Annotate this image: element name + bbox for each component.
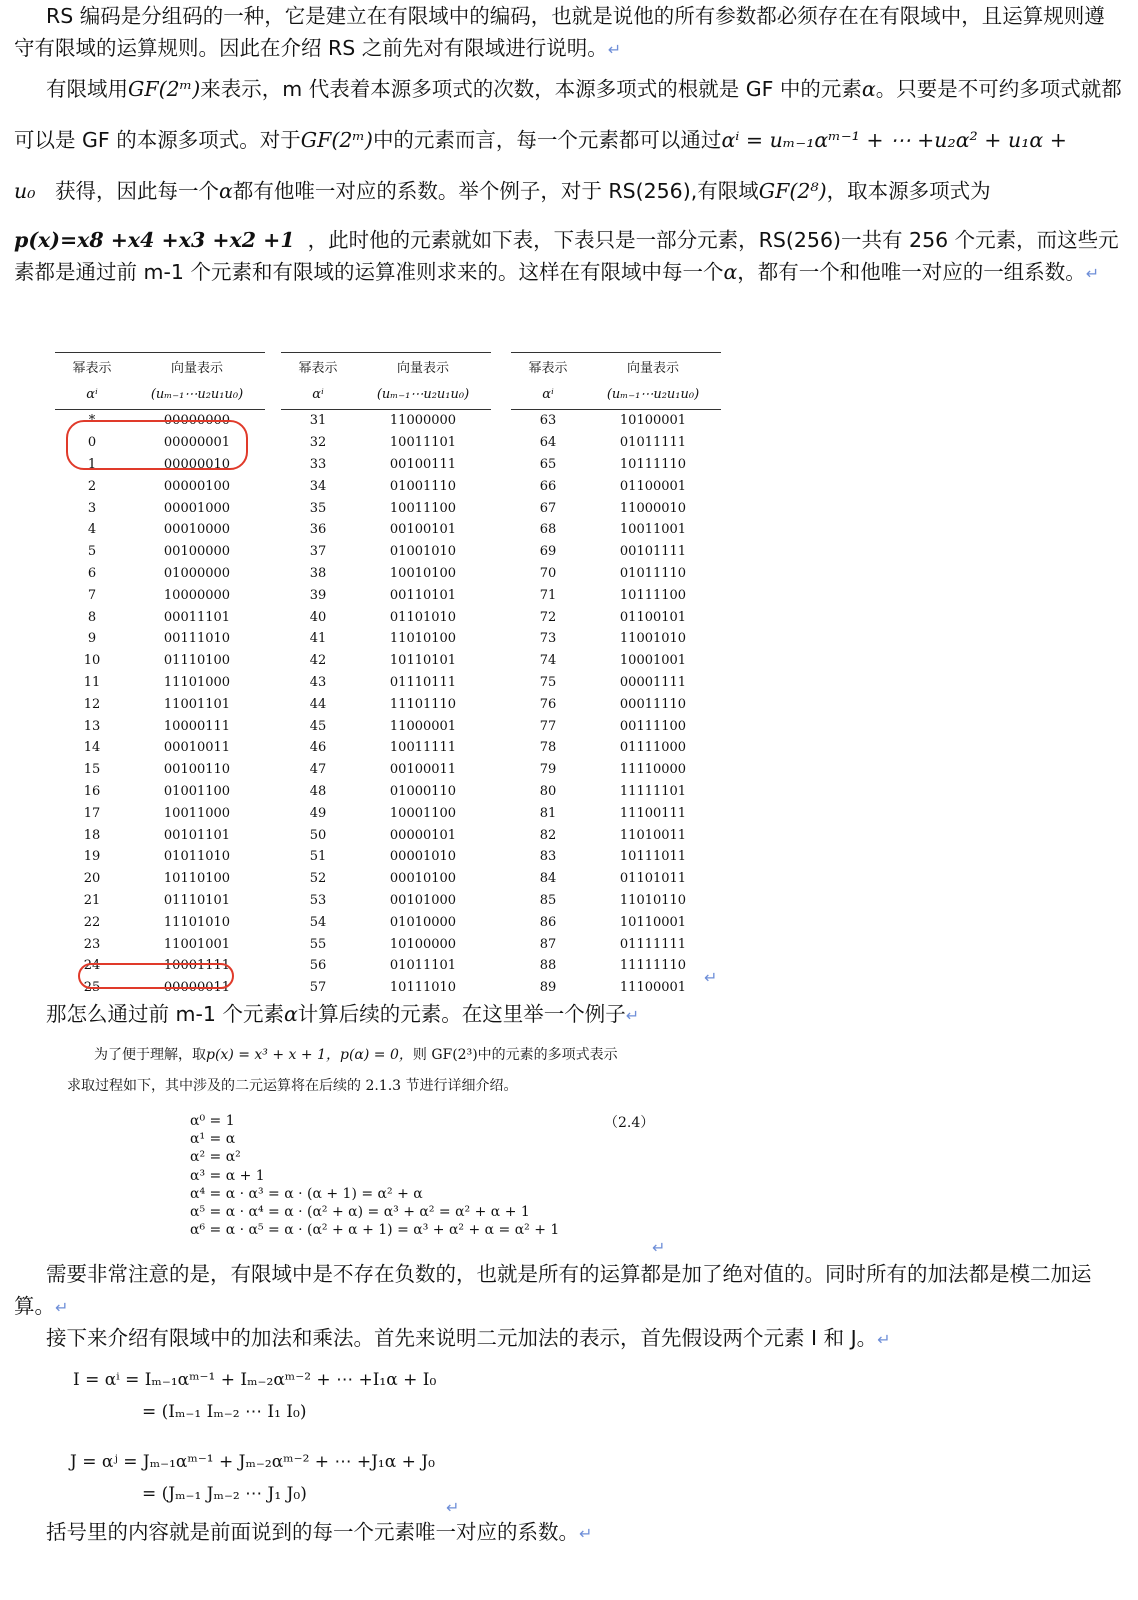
- table-row: [511, 759, 721, 781]
- power-cell: 86: [539, 914, 557, 930]
- power-cell: 19: [83, 849, 101, 865]
- power-cell: 16: [83, 783, 101, 799]
- primitive-polynomial: p(x)=x8 +x4 +x3 +x2 +1: [14, 228, 295, 252]
- table-row: [55, 672, 265, 694]
- table-row: [281, 955, 491, 977]
- vector-cell: 01100101: [619, 609, 687, 625]
- power-cell: 48: [309, 783, 327, 799]
- power-cell: 55: [309, 936, 327, 952]
- table-row: [511, 475, 721, 497]
- table-row: [281, 606, 491, 628]
- vector-cell: 11001010: [619, 631, 687, 647]
- vector-cell: 00100011: [389, 762, 457, 778]
- vector-cell: 00000000: [163, 413, 231, 429]
- table-row: [281, 846, 491, 868]
- table-row: [281, 977, 491, 999]
- gf-table-1: 幂表示 向量表示 αⁱ (uₘ₋₁⋯u₂u₁u₀) * 00000000 0 00000001 1 00000010 2 00000100 3 00001000 4 00010000 5 00100000 6 01000000 7 10000000 8 00011101 9 00111010 10 01110100 11 11101000 12 11001101 13 10000111 14 00010011 15 00100110 16 01001100 17 10011000 18 00101101 19 01011010 20 10110100 21 01110101 22 11101010 23 11001001 24 10001111 25 00000011: [55, 352, 265, 999]
- power-cell: 56: [309, 958, 327, 974]
- table-row: [281, 628, 491, 650]
- return-mark: ↵: [607, 40, 622, 59]
- table-row: [511, 781, 721, 803]
- table-row: [281, 541, 491, 563]
- table-row: [511, 432, 721, 454]
- power-cell: 74: [539, 653, 557, 669]
- table-row: [281, 432, 491, 454]
- table-row: [55, 868, 265, 890]
- power-cell: 68: [539, 522, 557, 538]
- table-row: [55, 650, 265, 672]
- power-cell: 21: [83, 892, 101, 908]
- vector-cell: 11000000: [389, 413, 457, 429]
- power-cell: 87: [539, 936, 557, 952]
- vector-cell: 11111110: [619, 958, 687, 974]
- vector-cell: 00001010: [389, 849, 457, 865]
- power-cell: 37: [309, 544, 327, 560]
- primitive-poly-paragraph: p(x)=x8 +x4 +x3 +x2 +1 ，此时他的元素就如下表，下表只是一部分元素，RS(256)一共有 256 个元素，而这些元素都是通过前 m-1 个元素和有限域的运算准则求来的。这样在有限域中每一个α，都有一个和他唯一对应的一组系数。↵: [14, 228, 1119, 284]
- table-row: [511, 890, 721, 912]
- power-cell: 82: [539, 827, 557, 843]
- equation-block: [190, 1112, 559, 1239]
- power-cell: 10: [83, 653, 101, 669]
- highlight-oval-25: [78, 963, 234, 989]
- vector-cell: 10000111: [163, 718, 231, 734]
- power-cell: 0: [87, 435, 97, 451]
- vector-cell: 00010000: [163, 522, 231, 538]
- vector-cell: 01110111: [389, 674, 457, 690]
- table-row: [511, 846, 721, 868]
- power-cell: 75: [539, 674, 557, 690]
- power-cell: 81: [539, 805, 557, 821]
- power-cell: 44: [309, 696, 327, 712]
- power-cell: 45: [309, 718, 327, 734]
- power-cell: 25: [83, 980, 101, 996]
- table-row: [55, 802, 265, 824]
- table-row: [281, 868, 491, 890]
- power-cell: 8: [87, 609, 97, 625]
- power-cell: 42: [309, 653, 327, 669]
- power-cell: 36: [309, 522, 327, 538]
- table-row: [55, 781, 265, 803]
- vector-cell: 10110001: [619, 914, 687, 930]
- power-cell: 13: [83, 718, 101, 734]
- equation-line: α⁵ = α · α⁴ = α · (α² + α) = α³ + α² = α² + α + 1: [190, 1204, 530, 1221]
- equation-line: α⁴ = α · α³ = α · (α + 1) = α² + α: [190, 1185, 423, 1202]
- power-cell: 20: [83, 871, 101, 887]
- table-row: [55, 563, 265, 585]
- table-row: [55, 824, 265, 846]
- vector-cell: 11001101: [163, 696, 231, 712]
- table-row: [55, 628, 265, 650]
- vector-cell: 11000001: [389, 718, 457, 734]
- power-cell: 6: [87, 565, 97, 581]
- table-row: [511, 802, 721, 824]
- power-cell: 43: [309, 674, 327, 690]
- vector-cell: 10011111: [389, 740, 457, 756]
- vector-cell: 01001100: [163, 783, 231, 799]
- table-row: [281, 410, 491, 432]
- table-row: [511, 519, 721, 541]
- table-row: [511, 541, 721, 563]
- gf-table-2: 幂表示 向量表示 αⁱ (uₘ₋₁⋯u₂u₁u₀) 31 11000000 32 10011101 33 00100111 34 01001110 35 10011100 36 00100101 37 01001010 38 10010100 39 00110101 40 01101010 41 11010100 42 10110101 43 01110111 44 11101110 45 11000001 46 10011111 47 00100011 48 01000110 49 10001100 50 00000101 51 00001010 52 00010100 53 00101000 54 01010000 55 10100000 56 01011101 57 10111010: [281, 352, 491, 999]
- vector-cell: 01110100: [163, 653, 231, 669]
- table-row: [281, 824, 491, 846]
- power-cell: 47: [309, 762, 327, 778]
- table-row: [55, 584, 265, 606]
- table-row: [281, 475, 491, 497]
- vector-cell: 00100101: [389, 522, 457, 538]
- finite-field-paragraph: 有限域用GF(2ᵐ)来表示，m 代表着本源多项式的次数，本源多项式的根就是 GF 中的元素α。只要是不可约多项式就都可以是 GF 的本源多项式。对于GF(2ᵐ)中的元素而言，每一个元素都可以通过αⁱ = uₘ₋₁αᵐ⁻¹ + ⋯ +u₂α² + u₁α + u₀ 获得，因此每一个α都有他唯一对应的系数。举个例子，对于 RS(256),有限域GF(2⁸)，取本源多项式为: [14, 77, 1122, 203]
- power-cell: 66: [539, 478, 557, 494]
- vector-cell: 11111101: [619, 783, 687, 799]
- vector-cell: 10001100: [389, 805, 457, 821]
- vector-cell: 00110101: [389, 587, 457, 603]
- vector-cell: 00010100: [389, 871, 457, 887]
- equation-line: α⁶ = α · α⁵ = α · (α² + α + 1) = α³ + α² + α = α² + 1: [190, 1222, 560, 1239]
- power-cell: 79: [539, 762, 557, 778]
- power-cell: 78: [539, 740, 557, 756]
- vector-cell: 00001000: [163, 500, 231, 516]
- vector-cell: 00111100: [619, 718, 687, 734]
- power-cell: 12: [83, 696, 101, 712]
- vector-cell: 10111010: [389, 980, 457, 996]
- table-row: [281, 890, 491, 912]
- power-cell: 33: [309, 456, 327, 472]
- vector-cell: 00111010: [163, 631, 231, 647]
- table-row: [281, 693, 491, 715]
- vector-cell: 10111011: [619, 849, 687, 865]
- table-row: [511, 868, 721, 890]
- equation-I-vector: = (Iₘ₋₁ Iₘ₋₂ ⋯ I₁ I₀): [142, 1402, 307, 1422]
- power-cell: 49: [309, 805, 327, 821]
- vector-cell: 10010100: [389, 565, 457, 581]
- vector-cell: 10111110: [619, 456, 687, 472]
- table-row: [511, 715, 721, 737]
- table-row: [281, 781, 491, 803]
- vector-cell: 11100001: [619, 980, 687, 996]
- example-intro-paragraph: 那怎么通过前 m-1 个元素α计算后续的元素。在这里举一个例子↵: [46, 1002, 640, 1026]
- table-row: [55, 606, 265, 628]
- power-cell: 84: [539, 871, 557, 887]
- table-row: [511, 737, 721, 759]
- table-row: [511, 911, 721, 933]
- power-cell: 9: [87, 631, 97, 647]
- vector-cell: 00000011: [163, 980, 231, 996]
- vector-cell: 10110100: [163, 871, 231, 887]
- vector-cell: 11110000: [619, 762, 687, 778]
- equation-line: α⁰ = 1: [190, 1113, 235, 1129]
- power-cell: 50: [309, 827, 327, 843]
- table-row: [55, 541, 265, 563]
- vector-cell: 00001111: [619, 674, 687, 690]
- vector-cell: 11101000: [163, 674, 231, 690]
- table-row: [511, 410, 721, 432]
- vector-cell: 11101110: [389, 696, 457, 712]
- vector-cell: 00101000: [389, 892, 457, 908]
- vector-cell: 11101010: [163, 914, 231, 930]
- table-row: [281, 497, 491, 519]
- vector-cell: 01111111: [619, 936, 687, 952]
- vector-cell: 01001110: [389, 478, 457, 494]
- table-row: [511, 628, 721, 650]
- vector-cell: 10111100: [619, 587, 687, 603]
- vector-cell: 01100001: [619, 478, 687, 494]
- vector-cell: 00000010: [163, 456, 231, 472]
- vector-cell: 01111000: [619, 740, 687, 756]
- table-row: [55, 737, 265, 759]
- vector-cell: 01001010: [389, 544, 457, 560]
- table-row: [281, 672, 491, 694]
- power-cell: 73: [539, 631, 557, 647]
- table-row: [511, 933, 721, 955]
- vector-cell: 00101101: [163, 827, 231, 843]
- table-row: [281, 715, 491, 737]
- table-row: [511, 672, 721, 694]
- table-row: [511, 977, 721, 999]
- vector-cell: 11000010: [619, 500, 687, 516]
- power-cell: 7: [87, 587, 97, 603]
- table-row: [55, 890, 265, 912]
- vector-cell: 01000110: [389, 783, 457, 799]
- vector-cell: 11100111: [619, 805, 687, 821]
- power-cell: 32: [309, 435, 327, 451]
- power-cell: 67: [539, 500, 557, 516]
- power-cell: 34: [309, 478, 327, 494]
- vector-cell: 11010011: [619, 827, 687, 843]
- power-cell: 51: [309, 849, 327, 865]
- power-cell: 80: [539, 783, 557, 799]
- power-cell: 89: [539, 980, 557, 996]
- vector-cell: 01011010: [163, 849, 231, 865]
- equation-J-vector: = (Jₘ₋₁ Jₘ₋₂ ⋯ J₁ J₀): [142, 1484, 307, 1504]
- power-cell: 69: [539, 544, 557, 560]
- vector-cell: 11010110: [619, 892, 687, 908]
- power-cell: 85: [539, 892, 557, 908]
- table-row: [511, 606, 721, 628]
- power-cell: 14: [83, 740, 101, 756]
- power-cell: 4: [87, 522, 97, 538]
- vector-cell: 11010100: [389, 631, 457, 647]
- power-cell: 31: [309, 413, 327, 429]
- table-row: [55, 475, 265, 497]
- power-cell: 46: [309, 740, 327, 756]
- equation-number: （2.4）: [604, 1115, 655, 1131]
- power-cell: *: [88, 413, 96, 429]
- closing-paragraph: 括号里的内容就是前面说到的每一个元素唯一对应的系数。↵: [46, 1520, 593, 1544]
- power-cell: 38: [309, 565, 327, 581]
- power-cell: 54: [309, 914, 327, 930]
- vector-cell: 01011101: [389, 958, 457, 974]
- vector-cell: 00011110: [619, 696, 687, 712]
- power-cell: 70: [539, 565, 557, 581]
- power-cell: 15: [83, 762, 101, 778]
- vector-cell: 00100000: [163, 544, 231, 560]
- power-cell: 53: [309, 892, 327, 908]
- power-cell: 3: [87, 500, 97, 516]
- power-cell: 17: [83, 805, 101, 821]
- power-cell: 64: [539, 435, 557, 451]
- table-row: [511, 650, 721, 672]
- vector-cell: 00000101: [389, 827, 457, 843]
- gf-table-3: 幂表示 向量表示 αⁱ (uₘ₋₁⋯u₂u₁u₀) 63 10100001 64 01011111 65 10111110 66 01100001 67 11000010 68 10011001 69 00101111 70 01011110 71 10111100 72 01100101 73 11001010 74 10001001 75 00001111 76 00011110 77 00111100 78 01111000 79 11110000 80 11111101 81 11100111 82 11010011 83 10111011 84 01101011 85 11010110 86 10110001 87 01111111 88 11111110 89 11100001: [511, 352, 721, 999]
- table-row: [511, 955, 721, 977]
- power-cell: 24: [83, 958, 101, 974]
- vector-cell: 01101011: [619, 871, 687, 887]
- table-row: [511, 824, 721, 846]
- power-cell: 71: [539, 587, 557, 603]
- power-cell: 83: [539, 849, 557, 865]
- table-row: [511, 693, 721, 715]
- power-cell: 22: [83, 914, 101, 930]
- power-cell: 88: [539, 958, 557, 974]
- table-row: [281, 933, 491, 955]
- vector-cell: 10001001: [619, 653, 687, 669]
- equation-J-expansion: J = αʲ = Jₘ₋₁αᵐ⁻¹ + Jₘ₋₂αᵐ⁻² + ⋯ +J₁α + J₀: [70, 1452, 435, 1472]
- vector-cell: 01110101: [163, 892, 231, 908]
- addition-intro-paragraph: 接下来介绍有限域中的加法和乘法。首先来说明二元加法的表示，首先假设两个元素 I 和 J。↵: [46, 1326, 891, 1350]
- table-row: [281, 584, 491, 606]
- element-expression: αⁱ = uₘ₋₁αᵐ⁻¹ + ⋯ +u₂α² +: [721, 128, 1002, 152]
- vector-cell: 10011000: [163, 805, 231, 821]
- vector-cell: 10100000: [389, 936, 457, 952]
- table-row: [55, 715, 265, 737]
- vector-cell: 10000000: [163, 587, 231, 603]
- power-cell: 76: [539, 696, 557, 712]
- power-cell: 63: [539, 413, 557, 429]
- vector-cell: 01011111: [619, 435, 687, 451]
- vector-cell: 01000000: [163, 565, 231, 581]
- table-row: [281, 650, 491, 672]
- table-row: [55, 497, 265, 519]
- power-cell: 2: [87, 478, 97, 494]
- note-paragraph: 需要非常注意的是，有限域中是不存在负数的，也就是所有的运算都是加了绝对值的。同时所有的加法都是模二加运算。↵: [14, 1262, 1092, 1318]
- vector-cell: 00100110: [163, 762, 231, 778]
- equation-line: α¹ = α: [190, 1131, 236, 1148]
- power-cell: 72: [539, 609, 557, 625]
- power-cell: 65: [539, 456, 557, 472]
- table-row: [511, 454, 721, 476]
- table-row: [511, 563, 721, 585]
- vector-cell: 11001001: [163, 936, 231, 952]
- table-row: [511, 497, 721, 519]
- vector-cell: 01101010: [389, 609, 457, 625]
- example-caption-line2: 求取过程如下，其中涉及的二元运算将在后续的 2.1.3 节进行详细介绍。: [67, 1078, 518, 1094]
- power-cell: 18: [83, 827, 101, 843]
- vector-cell: 10001111: [163, 958, 231, 974]
- table-row: [55, 519, 265, 541]
- table-row: [281, 737, 491, 759]
- table-row: [511, 584, 721, 606]
- table-row: [55, 693, 265, 715]
- vector-cell: 10011100: [389, 500, 457, 516]
- vector-cell: 01010000: [389, 914, 457, 930]
- power-cell: 35: [309, 500, 327, 516]
- power-cell: 11: [83, 674, 101, 690]
- vector-cell: 10011001: [619, 522, 687, 538]
- gf-notation: GF(2ᵐ): [128, 77, 201, 101]
- table-row: [55, 911, 265, 933]
- intro-paragraph: RS 编码是分组码的一种，它是建立在有限域中的编码，也就是说他的所有参数都必须存在在有限域中，且运算规则遵守有限域的运算规则。因此在介绍 RS 之前先对有限域进行说明。↵: [14, 4, 1105, 60]
- power-cell: 5: [87, 544, 97, 560]
- table-row: [55, 846, 265, 868]
- equation-I-expansion: I = αⁱ = Iₘ₋₁αᵐ⁻¹ + Iₘ₋₂αᵐ⁻² + ⋯ +I₁α + I₀: [73, 1370, 437, 1390]
- power-cell: 57: [309, 980, 327, 996]
- power-cell: 40: [309, 609, 327, 625]
- vector-cell: 00010011: [163, 740, 231, 756]
- vector-cell: 10110101: [389, 653, 457, 669]
- equation-line: α³ = α + 1: [190, 1167, 265, 1184]
- power-cell: 77: [539, 718, 557, 734]
- vector-cell: 00011101: [163, 609, 231, 625]
- vector-cell: 00000001: [163, 435, 231, 451]
- highlight-oval-0-1: [66, 420, 248, 470]
- table-row: [281, 802, 491, 824]
- power-cell: 39: [309, 587, 327, 603]
- table-row: [281, 454, 491, 476]
- vector-cell: 00000100: [163, 478, 231, 494]
- power-cell: 23: [83, 936, 101, 952]
- table-row: [55, 759, 265, 781]
- vector-cell: 10100001: [619, 413, 687, 429]
- power-cell: 52: [309, 871, 327, 887]
- equation-line: α² = α²: [190, 1149, 241, 1166]
- table-row: [281, 563, 491, 585]
- example-caption-line1: 为了便于理解，取p(x) = x³ + x + 1，p(α) = 0，则 GF(2³)中的元素的多项式表示: [94, 1047, 618, 1063]
- power-cell: 1: [87, 456, 97, 472]
- vector-cell: 10011101: [389, 435, 457, 451]
- power-cell: 41: [309, 631, 327, 647]
- table-row: [55, 933, 265, 955]
- table-row: [281, 911, 491, 933]
- vector-cell: 00100111: [389, 456, 457, 472]
- table-row: [281, 759, 491, 781]
- vector-cell: 01011110: [619, 565, 687, 581]
- table-row: [281, 519, 491, 541]
- vector-cell: 00101111: [619, 544, 687, 560]
